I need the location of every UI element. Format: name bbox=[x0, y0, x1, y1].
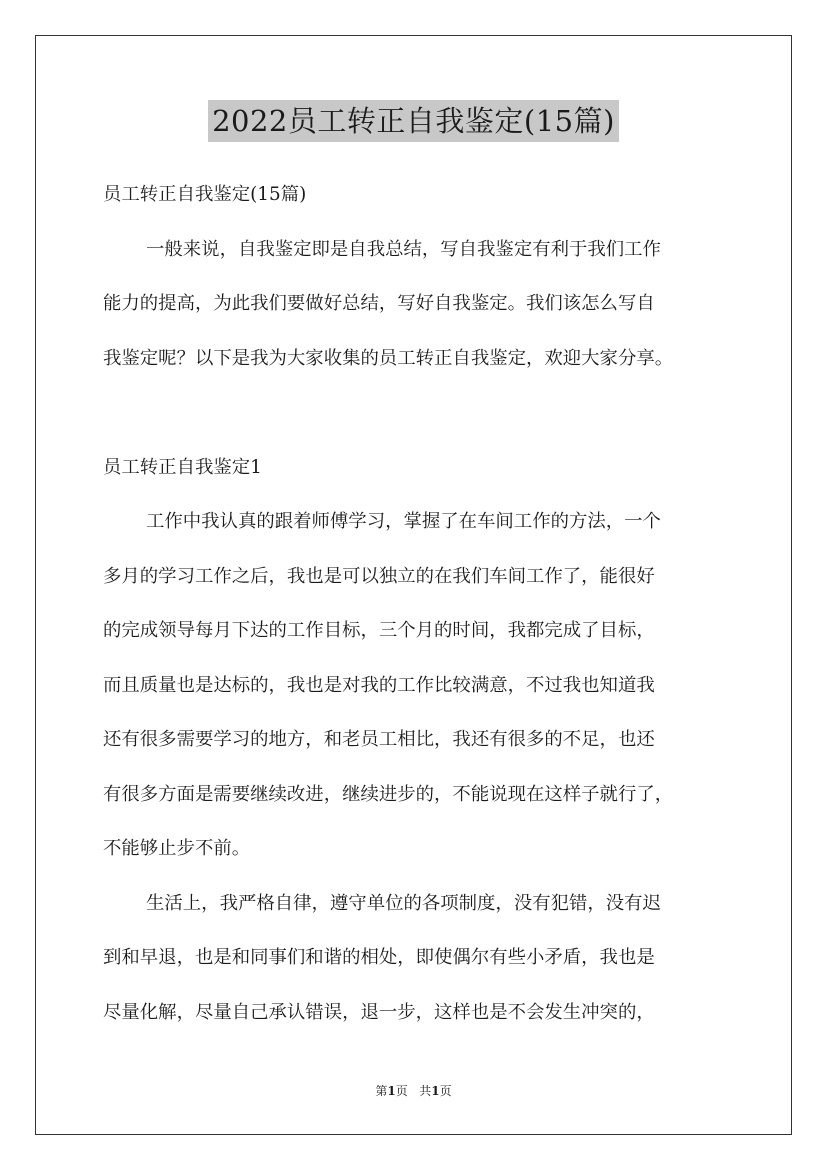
paragraph-line: 的完成领导每月下达的工作目标，三个月的时间，我都完成了目标， bbox=[103, 620, 655, 641]
intro-line: 能力的提高，为此我们要做好总结，写好自我鉴定。我们该怎么写自 bbox=[103, 293, 655, 314]
intro-line: 我鉴定呢？以下是我为大家收集的员工转正自我鉴定，欢迎大家分享。 bbox=[103, 347, 674, 369]
paragraph-line: 工作中我认真的跟着师傅学习，掌握了在车间工作的方法，一个 bbox=[146, 511, 661, 532]
document-title: 2022员工转正自我鉴定(15篇) bbox=[208, 100, 619, 142]
page-suffix: 页 bbox=[395, 1084, 408, 1098]
paragraph-line: 不能够止步不前。 bbox=[103, 838, 251, 859]
page-footer bbox=[0, 1082, 827, 1100]
paragraph-line: 多月的学习工作之后，我也是可以独立的在我们车间工作了，能很好 bbox=[103, 565, 655, 587]
spacer bbox=[103, 386, 728, 441]
paragraph-line: 而且质量也是达标的，我也是对我的工作比较满意，不过我也知道我 bbox=[103, 674, 655, 696]
section-heading: 员工转正自我鉴定1 bbox=[103, 456, 262, 478]
page-number: 1 bbox=[387, 1084, 396, 1098]
paragraph-line: 还有很多需要学习的地方，和老员工相比，我还有很多的不足，也还 bbox=[103, 729, 655, 750]
total-prefix: 共 bbox=[419, 1084, 432, 1098]
paragraph-line: 尽量化解，尽量自己承认错误，退一步，这样也是不会发生冲突的， bbox=[103, 1001, 655, 1023]
document-body bbox=[103, 168, 728, 1040]
paragraph-line: 到和早退，也是和同事们和谐的相处，即使偶尔有些小矛盾，我也是 bbox=[103, 947, 655, 968]
title-container bbox=[0, 100, 827, 142]
intro-line: 一般来说，自我鉴定即是自我总结，写自我鉴定有利于我们工作 bbox=[146, 238, 661, 260]
page-prefix: 第 bbox=[375, 1084, 388, 1098]
subtitle: 员工转正自我鉴定(15篇) bbox=[103, 184, 307, 205]
total-suffix: 页 bbox=[439, 1084, 452, 1098]
total-pages: 1 bbox=[431, 1084, 440, 1098]
paragraph-line: 生活上，我严格自律，遵守单位的各项制度，没有犯错，没有迟 bbox=[146, 892, 661, 914]
paragraph-line: 有很多方面是需要继续改进，继续进步的，不能说现在这样子就行了， bbox=[103, 783, 674, 805]
